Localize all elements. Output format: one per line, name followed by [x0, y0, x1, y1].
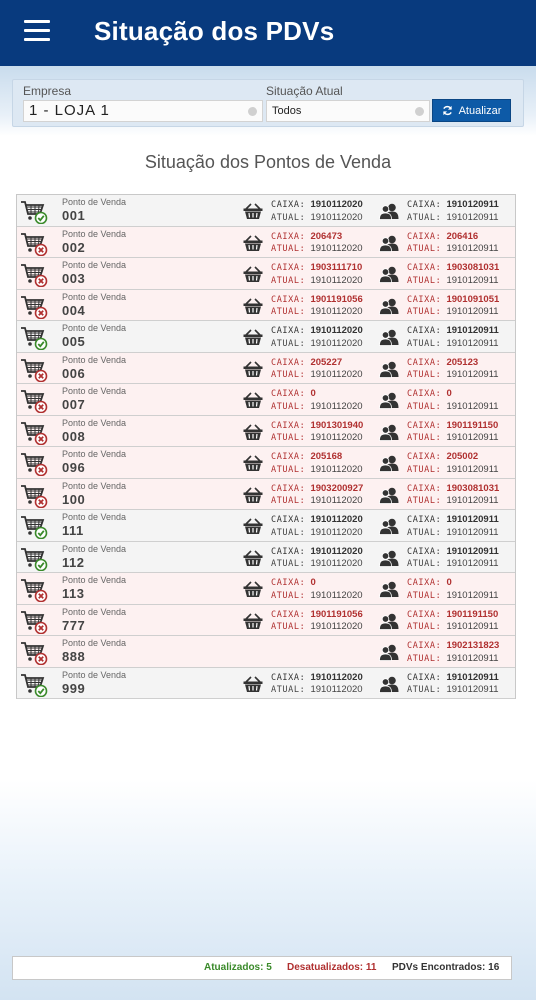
- people-icon: [379, 392, 399, 409]
- caixa-values: [271, 672, 363, 697]
- cart-bad-icon: [19, 450, 49, 476]
- atual-value: 1910120911: [446, 337, 499, 349]
- atual-value: 1910112020: [310, 337, 363, 349]
- people-icon: [379, 266, 399, 283]
- caixa-label: CAIXA:: [407, 263, 442, 273]
- atual-label: ATUAL:: [271, 527, 306, 538]
- caixa-label: CAIXA:: [271, 483, 306, 494]
- usuario-values: [407, 325, 499, 350]
- pdv-label: Ponto de Venda: [62, 354, 127, 365]
- usuario-values: [407, 609, 499, 634]
- caixa-label: CAIXA:: [271, 326, 306, 336]
- usuario-values: [407, 388, 499, 413]
- caixa-value: 1901191150: [446, 419, 499, 431]
- basket-icon: [243, 361, 263, 378]
- atual-value: 1910112020: [310, 274, 363, 286]
- atual-label: ATUAL:: [407, 307, 442, 317]
- pdv-label: Ponto de Venda: [62, 386, 127, 396]
- pdv-label: Ponto de Venda: [62, 449, 127, 459]
- pdv-number: 888: [62, 649, 86, 664]
- atual-label: ATUAL:: [271, 622, 306, 632]
- basket-icon: [243, 581, 263, 598]
- atual-label: ATUAL:: [407, 401, 442, 412]
- caixa-value: 206416: [446, 230, 479, 242]
- atual-value: 1910120911: [446, 432, 499, 443]
- caixa-values: [271, 420, 363, 445]
- caixa-values: [271, 609, 363, 634]
- basket-icon: [243, 613, 263, 630]
- pdv-label: Ponto de Venda: [62, 323, 127, 333]
- caixa-value: 1910112020: [310, 514, 363, 525]
- atual-value: 1910120911: [446, 558, 499, 569]
- usuario-values: [407, 672, 499, 697]
- caixa-label: CAIXA:: [271, 200, 306, 210]
- atual-value: 1910120911: [446, 463, 499, 475]
- caixa-label: CAIXA:: [407, 326, 442, 336]
- pdv-row[interactable]: [17, 636, 515, 668]
- caixa-values: [271, 325, 363, 350]
- atual-label: ATUAL:: [407, 590, 442, 601]
- pdv-number: 002: [62, 239, 86, 255]
- caixa-values: [271, 546, 363, 571]
- usuario-values: [407, 514, 499, 539]
- atual-label: ATUAL:: [271, 685, 306, 695]
- refresh-icon: [442, 105, 453, 116]
- caixa-value: 1901191150: [446, 608, 499, 620]
- caixa-label: CAIXA:: [271, 672, 306, 683]
- caixa-label: CAIXA:: [407, 389, 442, 399]
- atual-label: ATUAL:: [271, 275, 306, 286]
- pdv-number: 777: [62, 617, 86, 633]
- pdv-row[interactable]: [17, 353, 515, 385]
- caixa-label: CAIXA:: [271, 420, 306, 431]
- usuario-values: [407, 483, 499, 508]
- cart-bad-icon: [19, 387, 49, 413]
- people-icon: [379, 298, 399, 315]
- cart-ok-icon: [19, 198, 49, 224]
- pdv-number: 113: [62, 586, 85, 601]
- caixa-value: 205227: [310, 356, 343, 368]
- caixa-label: CAIXA:: [407, 357, 442, 368]
- caixa-values: [271, 577, 363, 602]
- caixa-value: 1910112020: [310, 325, 363, 336]
- caixa-label: CAIXA:: [271, 231, 306, 242]
- people-icon: [379, 235, 399, 252]
- pdv-number: 004: [62, 302, 86, 318]
- caixa-values: [271, 514, 363, 539]
- caixa-values: [271, 262, 363, 287]
- people-icon: [379, 676, 399, 693]
- page-title: Situação dos PDVs: [94, 16, 335, 46]
- atual-value: 1910120911: [446, 621, 499, 632]
- atual-label: ATUAL:: [407, 464, 442, 475]
- caixa-value: 1910120911: [446, 199, 499, 210]
- atual-label: ATUAL:: [407, 653, 442, 664]
- cart-bad-icon: [19, 576, 49, 602]
- caixa-value: 1903200927: [310, 482, 364, 494]
- atual-value: 1910120911: [446, 526, 499, 538]
- atual-label: ATUAL:: [407, 685, 442, 695]
- basket-icon: [243, 676, 263, 693]
- pdv-list: [16, 194, 516, 699]
- pdv-number: 006: [62, 365, 86, 381]
- atual-value: 1910112020: [310, 589, 363, 601]
- caixa-value: 1901091051: [446, 293, 500, 305]
- atual-label: ATUAL:: [407, 559, 442, 569]
- outdated-count: Desatualizados: 11: [287, 962, 377, 973]
- caixa-value: 1903081031: [446, 262, 500, 273]
- atual-value: 1910120911: [446, 211, 499, 223]
- basket-icon: [243, 298, 263, 315]
- basket-icon: [243, 329, 263, 346]
- pdv-label: Ponto de Venda: [62, 480, 127, 491]
- atual-value: 1910120911: [446, 400, 499, 412]
- cart-ok-icon: [19, 671, 49, 697]
- caixa-label: CAIXA:: [271, 452, 306, 462]
- empresa-value: 1 - LOJA 1: [29, 102, 110, 119]
- pdv-label: Ponto de Venda: [62, 638, 127, 648]
- caixa-values: [271, 294, 363, 319]
- pdv-row[interactable]: [17, 573, 515, 605]
- caixa-value: 1901301940: [310, 419, 364, 431]
- caixa-value: 1903111710: [310, 262, 363, 273]
- cart-ok-icon: [19, 324, 49, 350]
- caixa-value: 1910120911: [446, 545, 499, 557]
- situacao-select[interactable]: [266, 100, 430, 122]
- pdv-row[interactable]: [17, 227, 515, 259]
- people-icon: [379, 329, 399, 346]
- atual-label: ATUAL:: [407, 275, 442, 286]
- atual-value: 1910112020: [310, 400, 363, 412]
- caixa-label: CAIXA:: [407, 452, 442, 462]
- pdv-row[interactable]: [17, 416, 515, 448]
- caixa-values: [271, 451, 363, 476]
- found-count: PDVs Encontrados: 16: [392, 962, 500, 973]
- updated-count: Atualizados: 5: [204, 962, 272, 973]
- atual-value: 1910112020: [310, 369, 363, 380]
- atual-label: ATUAL:: [407, 244, 442, 254]
- pdv-number: 100: [62, 491, 86, 507]
- caixa-label: CAIXA:: [271, 389, 306, 399]
- pdv-number: 111: [62, 523, 84, 538]
- usuario-values: [407, 357, 499, 382]
- people-icon: [379, 361, 399, 378]
- caixa-values: [271, 388, 363, 413]
- pdv-label: Ponto de Venda: [62, 291, 127, 302]
- caixa-value: 0: [446, 388, 452, 399]
- usuario-values: [407, 640, 499, 665]
- caixa-value: 1910120911: [446, 325, 499, 336]
- menu-icon[interactable]: [24, 20, 50, 42]
- caixa-values: [271, 231, 363, 256]
- atual-label: ATUAL:: [271, 464, 306, 475]
- caixa-value: 205123: [446, 356, 479, 368]
- caixa-value: 0: [310, 577, 316, 588]
- atual-label: ATUAL:: [407, 338, 442, 349]
- cart-bad-icon: [19, 230, 49, 256]
- caixa-label: CAIXA:: [271, 578, 306, 588]
- caixa-value: 1910120911: [446, 671, 499, 683]
- atual-value: 1910112020: [310, 526, 363, 538]
- atual-label: ATUAL:: [271, 401, 306, 412]
- caixa-label: CAIXA:: [407, 515, 442, 525]
- atualizar-label: Atualizar: [458, 104, 502, 117]
- atual-value: 1910120911: [446, 495, 499, 506]
- caixa-value: 1901191056: [310, 608, 363, 620]
- atual-value: 1910120911: [446, 652, 499, 664]
- caixa-values: [271, 483, 363, 508]
- app-header: [0, 0, 536, 66]
- atual-value: 1910112020: [310, 306, 363, 317]
- atual-label: ATUAL:: [271, 244, 306, 254]
- atual-label: ATUAL:: [407, 527, 442, 538]
- caixa-value: 1910112020: [310, 199, 363, 210]
- caixa-values: [271, 357, 363, 382]
- pdv-number: 005: [62, 334, 86, 349]
- caixa-label: CAIXA:: [271, 515, 306, 525]
- cart-ok-icon: [19, 545, 49, 571]
- atual-value: 1910112020: [310, 432, 363, 443]
- pdv-label: Ponto de Venda: [62, 543, 127, 554]
- caixa-label: CAIXA:: [271, 263, 306, 273]
- basket-icon: [243, 266, 263, 283]
- cart-bad-icon: [19, 639, 49, 665]
- people-icon: [379, 644, 399, 661]
- situacao-label: Situação Atual: [266, 84, 343, 98]
- caixa-label: CAIXA:: [407, 483, 442, 494]
- pdv-label: Ponto de Venda: [62, 228, 127, 239]
- atual-value: 1910120911: [446, 243, 499, 254]
- caixa-label: CAIXA:: [271, 546, 306, 557]
- people-icon: [379, 203, 399, 220]
- atual-label: ATUAL:: [407, 433, 442, 443]
- atualizar-button[interactable]: [432, 99, 511, 122]
- pdv-row[interactable]: [17, 321, 515, 353]
- people-icon: [379, 518, 399, 535]
- caixa-label: CAIXA:: [271, 357, 306, 368]
- people-icon: [379, 550, 399, 567]
- caixa-label: CAIXA:: [407, 546, 442, 557]
- cart-bad-icon: [19, 356, 49, 382]
- caixa-label: CAIXA:: [271, 294, 306, 305]
- basket-icon: [243, 235, 263, 252]
- pdv-number: 112: [62, 554, 85, 570]
- people-icon: [379, 424, 399, 441]
- usuario-values: [407, 231, 499, 256]
- caixa-value: 1902131823: [446, 640, 500, 651]
- caixa-values: [271, 199, 363, 224]
- pdv-label: Ponto de Venda: [62, 606, 127, 617]
- caixa-label: CAIXA:: [407, 641, 442, 651]
- atual-label: ATUAL:: [407, 622, 442, 632]
- caixa-label: CAIXA:: [407, 231, 442, 242]
- pdv-row[interactable]: [17, 258, 515, 290]
- atual-value: 1910112020: [310, 243, 363, 254]
- atual-label: ATUAL:: [271, 307, 306, 317]
- pdv-row[interactable]: [17, 447, 515, 479]
- atual-label: ATUAL:: [271, 559, 306, 569]
- pdv-row[interactable]: [17, 290, 515, 322]
- atual-value: 1910112020: [310, 211, 363, 223]
- caixa-value: 1903081031: [446, 482, 500, 494]
- atual-label: ATUAL:: [407, 496, 442, 506]
- caixa-label: CAIXA:: [407, 609, 442, 620]
- pdv-label: Ponto de Venda: [62, 417, 127, 428]
- caixa-value: 1910120911: [446, 514, 499, 525]
- caixa-label: CAIXA:: [407, 294, 442, 305]
- caixa-label: CAIXA:: [271, 609, 306, 620]
- caixa-value: 1901191056: [310, 293, 363, 305]
- atual-value: 1910112020: [310, 463, 363, 475]
- basket-icon: [243, 487, 263, 504]
- pdv-row[interactable]: [17, 195, 515, 227]
- caixa-label: CAIXA:: [407, 200, 442, 210]
- pdv-number: 999: [62, 680, 86, 696]
- atual-value: 1910112020: [310, 495, 363, 506]
- pdv-label: Ponto de Venda: [62, 197, 127, 207]
- atual-value: 1910112020: [310, 621, 363, 632]
- summary-bar: [12, 956, 512, 980]
- basket-icon: [243, 550, 263, 567]
- usuario-values: [407, 294, 499, 319]
- people-icon: [379, 487, 399, 504]
- basket-icon: [243, 392, 263, 409]
- atual-value: 1910112020: [310, 558, 363, 569]
- people-icon: [379, 613, 399, 630]
- atual-label: ATUAL:: [407, 370, 442, 380]
- basket-icon: [243, 518, 263, 535]
- cart-bad-icon: [19, 608, 49, 634]
- atual-value: 1910120911: [446, 274, 499, 286]
- cart-bad-icon: [19, 482, 49, 508]
- atual-label: ATUAL:: [407, 212, 442, 223]
- basket-icon: [243, 203, 263, 220]
- pdv-number: 096: [62, 460, 86, 475]
- pdv-label: Ponto de Venda: [62, 575, 127, 585]
- basket-icon: [243, 455, 263, 472]
- pdv-label: Ponto de Venda: [62, 512, 127, 522]
- caixa-value: 0: [446, 577, 452, 588]
- pdv-label: Ponto de Venda: [62, 669, 127, 680]
- atual-label: ATUAL:: [271, 212, 306, 223]
- atual-label: ATUAL:: [271, 338, 306, 349]
- cart-bad-icon: [19, 261, 49, 287]
- caixa-value: 0: [310, 388, 316, 399]
- pdv-number: 008: [62, 428, 86, 444]
- pdv-number: 007: [62, 397, 86, 412]
- caixa-value: 206473: [310, 230, 343, 242]
- usuario-values: [407, 451, 499, 476]
- cart-bad-icon: [19, 419, 49, 445]
- pdv-row[interactable]: [17, 384, 515, 416]
- pdv-number: 001: [62, 208, 86, 223]
- empresa-label: Empresa: [23, 84, 72, 98]
- atual-value: 1910112020: [310, 684, 363, 695]
- empresa-select[interactable]: [23, 100, 263, 122]
- caixa-value: 1910112020: [310, 545, 363, 557]
- cart-bad-icon: [19, 293, 49, 319]
- atual-value: 1910120911: [446, 369, 499, 380]
- people-icon: [379, 455, 399, 472]
- people-icon: [379, 581, 399, 598]
- pdv-label: Ponto de Venda: [62, 260, 127, 270]
- filter-panel: [12, 79, 524, 127]
- caixa-value: 205002: [446, 451, 479, 462]
- usuario-values: [407, 199, 499, 224]
- pdv-row[interactable]: [17, 479, 515, 511]
- atual-label: ATUAL:: [271, 496, 306, 506]
- pdv-number: 003: [62, 271, 86, 286]
- pdv-row[interactable]: [17, 605, 515, 637]
- usuario-values: [407, 262, 499, 287]
- clear-icon[interactable]: [415, 107, 424, 116]
- atual-value: 1910120911: [446, 589, 499, 601]
- usuario-values: [407, 577, 499, 602]
- atual-value: 1910120911: [446, 684, 499, 695]
- cart-ok-icon: [19, 513, 49, 539]
- usuario-values: [407, 546, 499, 571]
- clear-icon[interactable]: [248, 107, 257, 116]
- caixa-label: CAIXA:: [407, 420, 442, 431]
- atual-label: ATUAL:: [271, 370, 306, 380]
- situacao-value: Todos: [272, 105, 302, 117]
- caixa-label: CAIXA:: [407, 672, 442, 683]
- atual-label: ATUAL:: [271, 590, 306, 601]
- caixa-label: CAIXA:: [407, 578, 442, 588]
- caixa-value: 1910112020: [310, 671, 363, 683]
- pdv-row[interactable]: [17, 510, 515, 542]
- basket-icon: [243, 424, 263, 441]
- section-title: Situação dos Pontos de Venda: [144, 152, 392, 172]
- atual-value: 1910120911: [446, 306, 499, 317]
- atual-label: ATUAL:: [271, 433, 306, 443]
- pdv-row[interactable]: [17, 668, 515, 700]
- caixa-value: 205168: [310, 451, 343, 462]
- pdv-row[interactable]: [17, 542, 515, 574]
- usuario-values: [407, 420, 499, 445]
